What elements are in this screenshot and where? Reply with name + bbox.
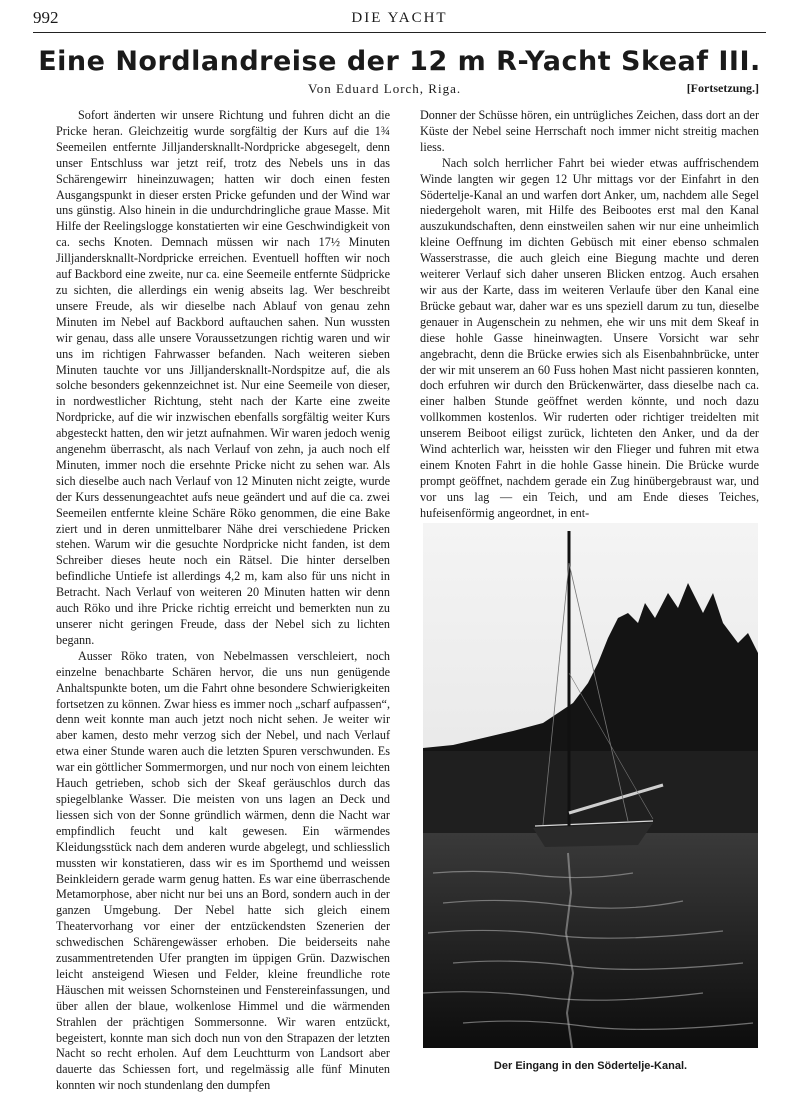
running-head: DIE YACHT — [351, 10, 448, 26]
right-column — [420, 108, 759, 522]
paragraph: Donner der Schüsse hören, ein untrügliches Zeichen, dass dort an der Küste der Nebel seine Herrschaft noch immer nicht streitig machen liess. — [420, 108, 759, 154]
paragraph: Sofort änderten wir unsere Richtung und fuhren dicht an die Pricke heran. Gleichzeitig wurde sorgfältig der Kurs auf die 1¾ Seemeilen entfernte Jilljandersknallt-Nordpricke abgesegelt, denn unser Entschluss war jetzt reif, trotz des Nebels uns in das Schärengewirr hineinzuwagen; hatten wir doch einen festen Ausgangspunkt in dieser ersten Pricke gefunden und der Wind war uns günstig. Also hinein in die undurchdringliche graue Masse. Mit Hilfe der Reelingslogge konstatierten wir eine Geschwindigkeit von ca. sechs Knoten. Demnach müssen wir nach 17½ Minuten Jilljandersknallt-Nordpricke erreichen. Eventuell hofften wir noch auf Backbord eine zweite, nur ca. eine Seemeile entfernte Südpricke zu sichten, die allerdings ein wenig abseits lag. Wer beschreibt unsere Freude, als wir dieselbe nach Ablauf von genau zehn Minuten im Nebel auf Backbord auftauchen sahen. Nun wussten wir genau, dass alle unsere Voraussetzungen richtig waren und wir uns im richtigen Fahrwasser befanden. Nach weiteren sieben Minuten tauchte vor uns Jilljandersknallt-Nordspitze auf, die als solche besonders gekennzeichnet ist. Nur eine Seemeile von dieser, in nordwestlicher Richtung, steht nach der Karte eine zweite Nordpricke, auf die wir inzwischen ebenfalls sorgfältig weiter Kurs abgesteckt hatten, den wir jetzt aufnahmen. Wir waren jedoch wenig angenehm überrascht, als nach Verlauf von zehn, ja auch noch elf Minuten, immer noch die ersehnte Pricke nicht zu sehen war. Als sich dieselbe auch nach Verlauf von 12 Minuten nicht zeigte, wurde der Kurs dessenungeachtet aufs neue geändert und auf die ca. zwei Seemeilen entfernte kleine Schäre Röko genommen, die eine Bake ziert und in deren unmittelbarer Nähe drei verschiedene Pricken stehen. Warum wir die gesuchte Nordpricke nicht fanden, ist dem Schreiber dieses heute noch ein Rätsel. Die hinter derselben befindliche Untiefe ist allerdings 4,2 m, kam also für uns nicht in Betracht. Nach Verlauf von weiteren 20 Minuten hatten wir denn auch Röko und ihre Pricke richtig erreicht und bemerkten nun zu unserer nicht geringen Freude, dass der Nebel sich zu lichten begann. — [56, 108, 390, 647]
continued-note: [Fortsetzung.] — [686, 81, 759, 95]
left-column — [56, 108, 390, 1094]
canal-photo — [423, 523, 758, 1048]
page-number: 992 — [33, 8, 59, 27]
article-title: Eine Nordlandreise der 12 m R-Yacht Skeaf III. — [38, 46, 761, 77]
header-rule — [33, 32, 766, 33]
figure-caption: Der Eingang in den Södertelje-Kanal. — [493, 1060, 688, 1072]
paragraph: Nach solch herrlicher Fahrt bei wieder etwas auffrischendem Winde langten wir gegen 12 Uhr mittags vor der Einfahrt in den Södertelje-Kanal an und warfen dort Anker, um, nachdem alle Segel niedergeholt waren, mit Hilfe des Beibootes erst mal den Kanal auszukundschaften, denn einstweilen sahen wir nur eine unheimlich kleine Oeffnung im dichten Gebüsch mit einer ebenso schmalen Wasserstrasse, die auch gleich eine Biegung machte und deren weiterer Verlauf sich daher unseren Blicken entzog. Auch ersahen wir aus der Karte, dass im weiteren Verlaufe über den Kanal eine Brücke gebaut war, daher war es uns speziell darum zu tun, dieselbe genauer in Augenschein zu nehmen, ehe wir uns mit dem Skeaf in diese hohle Gasse hineinwagten. Unsere Vorsicht war sehr angebracht, denn die Brücke erwies sich als Eisenbahnbrücke, unter der wir mit unserem an 60 Fuss hohen Mast nicht passieren konnten, doch erfuhren wir durch den Brückenwärter, dass dieselbe nach ca. einer halben Stunde geöffnet werden könnte, und noch dazu vollkommen kostenlos. Wir ruderten oder richtiger treidelten mit unserem Beiboot eiligst zurück, lichteten den Anker, und da der Wind achterlich war, heissten wir den Flieger und fuhren mit etwa einem Knoten Fahrt in die hohle Gasse hinein. Die Brücke wurde prompt geöffnet, nachdem gerade ein Zug hinübergebraust war, und vor uns lag — ein Teich, und am Ende dieses Teiches, hufeisenförmig angeordnet, in ent- — [420, 155, 759, 520]
paragraph: Ausser Röko traten, von Nebelmassen verschleiert, noch einzelne benachbarte Schären hervor, die uns nun genügende Anhaltspunkte boten, um die Fahrt ohne besondere Schwierigkeiten fortsetzen zu können. Zwar hiess es immer noch „scharf aufpassen“, denn weit konnte man auch jetzt noch nicht sehen. Je weiter wir aber kamen, desto mehr verzog sich der Nebel, und nach Verlauf etwa einer Stunde waren auch die letzten Spuren verschwunden. Es war ein göttlicher Sommermorgen, und nur noch von einem leichten Hauch getrieben, schob sich der Skeaf geräuschlos durch das spiegelblanke Wasser. Die meisten von uns lagen an Deck und liessen sich von der Sonne gründlich wärmen, denn die Nacht war empfindlich feucht und kalt gewesen. Ein wärmendes Kleidungsstück nach dem anderen wurde abgelegt, und schliesslich mussten wir konstatieren, dass wir es im Sporthemd und weissen Beinkleidern gerade warm genug hatten. Es war eine überraschende Metamorphose, aber nicht nur bei uns an Bord, sondern auch in der ganzen Umgebung. Der Nebel hatte sich gleich einem Theatervorhang vor einer der entzückendsten Szenerien der schwedischen Schärengewässer erhoben. Die beiderseits nahe zusammentretenden Ufer prangten im üppigen Grün. Dazwischen leicht ansteigend Wiesen und Felder, kleine freundliche rote Häuschen mit weissen Schornsteinen und Fenstereinfassungen, und über allen der blaue, wolkenlose Himmel und die wärmenden Strahlen der prächtigen Sommersonne. Wir waren entzückt, begeistert, konnte man sich doch nun von den Strapazen der letzten Nacht so recht erholen. Auf dem Leuchtturm von Landsort aber dauerte das Schiessen fort, und regelmässig alle fünf Minuten konnten wir noch stundenlang den dumpfen — [56, 648, 390, 1093]
byline: Von Eduard Lorch, Riga. — [308, 81, 462, 96]
